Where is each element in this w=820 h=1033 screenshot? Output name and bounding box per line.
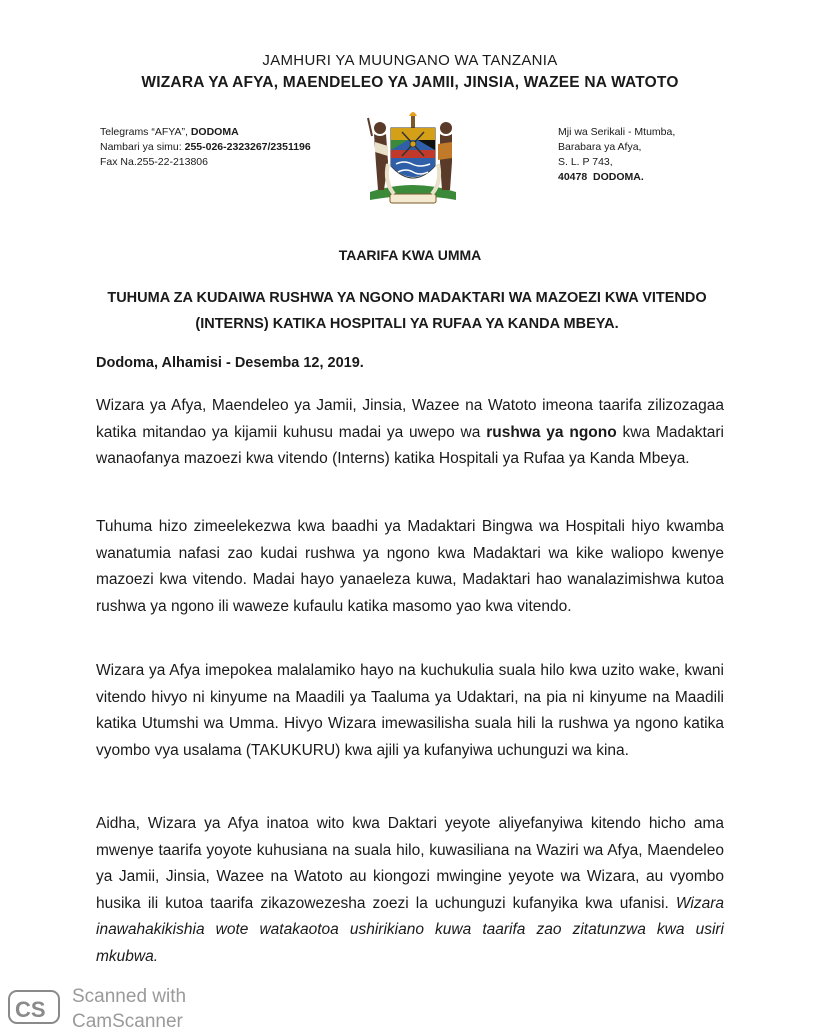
paragraph-4-text: Aidha, Wizara ya Afya inatoa wito kwa Daktari yeyote aliyefanyiwa kitendo hicho ama mwenye taarifa yoyote kuhusiana na suala hilo, kuwasiliana na Waziri wa Afya, Maendeleo ya Jamii, Jinsia, Wazee na Watoto au kiongozi mwingine yeyote wa Wizara, au vyombo husika ili kutoa taarifa zikazowezesha zoezi la uchunguzi kufanyika kwa ufanisi. [96,815,724,912]
address-line-3: S. L. P 743, [558,156,613,168]
phone-line [100,140,311,155]
paragraph-1-emphasis: rushwa ya ngono [486,423,617,441]
notice-subject: TUHUMA ZA KUDAIWA RUSHWA YA NGONO MADAKTARI WA MAZOEZI KWA VITENDO (INTERNS) KATIKA HOSPITALI YA RUFAA YA KANDA MBEYA. [107,290,707,332]
postal-code: 40478 [558,171,588,183]
paragraph-3: Wizara ya Afya imepokea malalamiko hayo na kuchukulia suala hilo kwa uzito wake, kwani vitendo hivyo ni kinyume na Maadili ya Taaluma ya Udaktari, na pia ni kinyume na Maadili katika Utumshi wa Umma. Hivyo Wizara imewasilisha suala hili la rushwa ya ngono katika vyombo vya usalama (TAKUKURU) kwa ajili ya kufanyiwa uchunguzi wa kina. [96,662,724,759]
address-line-1: Mji wa Serikali - Mtumba, [558,126,676,138]
postal-city: DODOMA. [593,171,644,183]
paragraph-4 [96,811,724,970]
contact-left-block [100,125,311,170]
contact-right-block [558,125,675,185]
camscanner-logo-text: CS [15,997,46,1022]
paragraph-1-text-a: Wizara ya Afya, Maendeleo ya Jamii, Jinsia, Wazee na Watoto imeona taarifa zilizozagaa katika mitandao ya kijamii kuhusu madai ya uwepo wa [96,397,724,441]
address-line-4 [558,170,675,185]
telegrams-line [100,125,311,140]
paragraph-1-text-b: kwa Madaktari wanaofanya mazoezi kwa vitendo (Interns) katika Hospitali ya Rufaa ya Kanda Mbeya. [96,423,724,467]
republic-heading: JAMHURI YA MUUNGANO WA TANZANIA [262,52,558,69]
telegrams-label: Telegrams “AFYA”, [100,126,191,138]
paragraph-4-italic: Wizara inawahakikishia wote watakaotoa ushirikiano kuwa taarifa zao zitatunzwa kwa usiri mkubwa. [96,894,724,965]
address-line-2: Barabara ya Afya, [558,141,642,153]
watermark-line-1: Scanned with [72,986,187,1007]
phone-label: Nambari ya simu: [100,141,185,153]
watermark-line-2: CamScanner [72,1011,183,1032]
phone-numbers: 255-026-2323267/2351196 [184,141,311,153]
ministry-heading: WIZARA YA AFYA, MAENDELEO YA JAMII, JINSIA, WAZEE NA WATOTO [141,74,679,91]
telegrams-city: DODOMA [190,126,239,138]
camscanner-logo-icon [8,990,60,1024]
tanzania-coat-of-arms-icon [358,112,468,210]
camscanner-watermark [8,982,268,1032]
paragraph-1 [96,393,724,473]
paragraph-2: Tuhuma hizo zimeelekezwa kwa baadhi ya Madaktari Bingwa wa Hospitali hiyo kwamba wanatumia nafasi zao kudai rushwa ya ngono kwa Madaktari wa kike waliopo kwenye mazoezi kwa vitendo. Madai hayo yanaeleza kuwa, Madaktari hao wanalazimishwa kutoa rushwa ya ngono ili waweze kufaulu katika masomo yao kwa vitendo. [96,518,724,615]
fax-line: Fax Na.255-22-213806 [100,156,208,168]
notice-title: TAARIFA KWA UMMA [338,247,482,263]
dateline: Dodoma, Alhamisi - Desemba 12, 2019. [96,355,364,371]
